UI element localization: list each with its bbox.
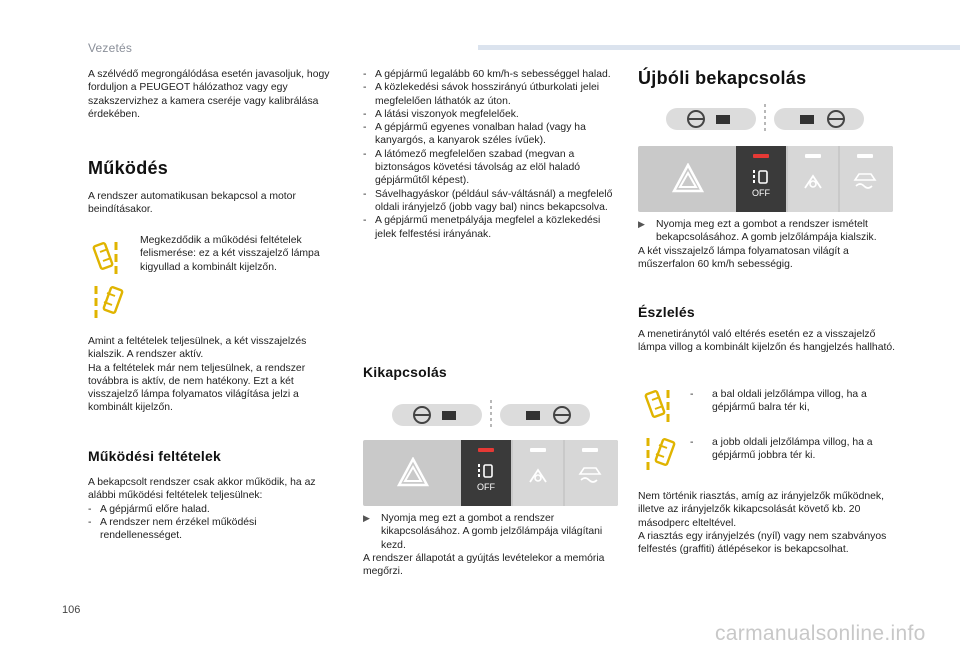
intro-paragraph: A szélvédő megrongálódása esetén javasoljuk, hogy forduljon a PEUGEOT hálózathoz vagy egy szakszervizhez a kamera cseréje vagy kalibrálása érdekében. <box>88 69 330 120</box>
list-item: - A gépjármű előre halad. <box>88 503 210 515</box>
list-item: - a bal oldali jelzőlámpa villog, ha a gépjármű balra tér ki, <box>690 389 867 414</box>
list-item: - Sávelhagyáskor (például sáv-váltásnál) a megfelelő oldali irányjelző (jobb vagy bal) nincs bekapcsolva. <box>363 188 613 213</box>
arrow-icon: ▶︎ <box>638 219 645 229</box>
skid-car-icon <box>852 170 878 195</box>
aktiv-line: Ha a feltételek már nem teljesülnek, a rendszer továbbra is aktív, de nem hatékony. Ezt a két visszajelző lámpa folyamatos világítása jelzi a kombinált kijelzőn. <box>88 362 306 414</box>
header-bar <box>478 45 960 50</box>
kikapcsolas-block <box>363 512 621 578</box>
kikapcsolas-note: A rendszer állapotát a gyújtás levételekor a memória megőrzi. <box>363 552 605 578</box>
hazard-icon <box>397 457 429 492</box>
feltetelek-intro: A bekapcsolt rendszer csak akkor működik, ha az alábbi működési feltételek teljesülnek: <box>88 477 316 502</box>
final-text <box>638 490 896 556</box>
page-number: 106 <box>62 604 81 616</box>
lane-warning-icon <box>92 282 126 327</box>
lane-assist-off-button[interactable] <box>461 440 511 506</box>
mukodes-heading: Működés <box>88 158 169 178</box>
kikapcsolas-heading: Kikapcsolás <box>363 364 447 380</box>
led <box>530 448 546 452</box>
list-item: - a jobb oldali jelzőlámpa villog, ha a gépjármű jobbra tér ki. <box>690 437 873 462</box>
mukodes-text: A rendszer automatikusan bekapcsol a motor beindításakor. <box>88 191 296 216</box>
list-item: - A rendszer nem érzékel működési rendellenességet. <box>88 516 257 542</box>
list-item: - A látómező megfelelően szabad (megvan a biztonságos követési távolság az elöl haladó gépjárműtől képest). <box>363 148 581 187</box>
dashboard-strip-illustration <box>392 400 592 430</box>
off-led <box>753 154 769 158</box>
park-assist-button[interactable] <box>788 146 838 212</box>
lane-warning-icon <box>644 434 678 479</box>
button-console <box>638 146 893 212</box>
list-item: - A gépjármű egyenes vonalban halad (vagy ha kanyargós, a kanyarok széles ívűek). <box>363 122 586 147</box>
list-item: - A gépjármű menetpályája megfelel a közlekedési jelek felfestési irányának. <box>363 215 601 240</box>
ujboli-heading: Újbóli bekapcsolás <box>638 68 807 88</box>
aktiv-line: Amint a feltételek teljesülnek, a két visszajelzés kialszik. A rendszer aktív. <box>88 336 307 361</box>
led <box>805 154 821 158</box>
dashboard-strip-illustration <box>666 104 866 134</box>
esp-button[interactable] <box>840 146 893 212</box>
ujboli-note: A két visszajelző lámpa folyamatosan világít a műszerfalon 60 km/h sebességig. <box>638 245 849 270</box>
led <box>582 448 598 452</box>
start-text: Megkezdődik a működési feltételek felismerése: ez a két visszajelző lámpa kigyullad a kombinált kijelzőn. <box>140 235 320 273</box>
eszleles-text: A menetiránytól való eltérés esetén ez a visszajelző lámpa villog a kombinált kijelzőn és hangjelzés hallható. <box>638 329 896 354</box>
esp-button[interactable] <box>565 440 618 506</box>
park-assist-icon <box>801 170 825 197</box>
final-line: A riasztás egy irányjelzés (nyíl) vagy nem szabványos felfestés (graffiti) átlépésekor is bekapcsolhat. <box>638 530 887 556</box>
running-header: Vezetés <box>88 41 133 55</box>
button-console <box>363 440 618 506</box>
watermark: carmanualsonline.info <box>715 622 926 645</box>
hazard-icon <box>672 163 704 198</box>
park-assist-icon <box>526 464 550 491</box>
feltetelek-block <box>88 476 333 542</box>
arrow-icon: ▶︎ <box>363 513 370 523</box>
lane-assist-off-button[interactable] <box>736 146 786 212</box>
park-assist-button[interactable] <box>513 440 563 506</box>
instruction-step: ▶︎ Nyomja meg ezt a gombot a rendszer kikapcsolásához. A gomb jelzőlámpája világítani kezd. <box>363 513 603 551</box>
feltetelek-heading: Működési feltételek <box>88 448 221 464</box>
off-label: OFF <box>477 482 495 492</box>
eszleles-heading: Észlelés <box>638 304 695 320</box>
list-item: - A közlekedési sávok hosszirányú útburkolati jelei megfelelően láthatók az úton. <box>363 82 600 107</box>
off-led <box>478 448 494 452</box>
lane-warning-icon <box>644 386 674 431</box>
list-item: - A látási viszonyok megfelelőek. <box>363 108 519 120</box>
ujboli-block <box>638 218 896 271</box>
instruction-step: ▶︎ Nyomja meg ezt a gombot a rendszer ismételt bekapcsolásához. A gomb jelzőlámpája kialszik. <box>638 219 877 244</box>
led <box>857 154 873 158</box>
skid-car-icon <box>577 464 603 489</box>
lane-warning-icon <box>92 238 122 283</box>
conditions-list <box>363 68 618 241</box>
list-item: - A gépjármű legalább 60 km/h-s sebességgel halad. <box>363 69 611 80</box>
final-line: Nem történik riasztás, amíg az irányjelzők működnek, illetve az irányjelzők kikapcsolását követő kb. 20 másodperc elteltével. <box>638 491 885 529</box>
aktiv-text <box>88 335 333 415</box>
off-label: OFF <box>752 188 770 198</box>
